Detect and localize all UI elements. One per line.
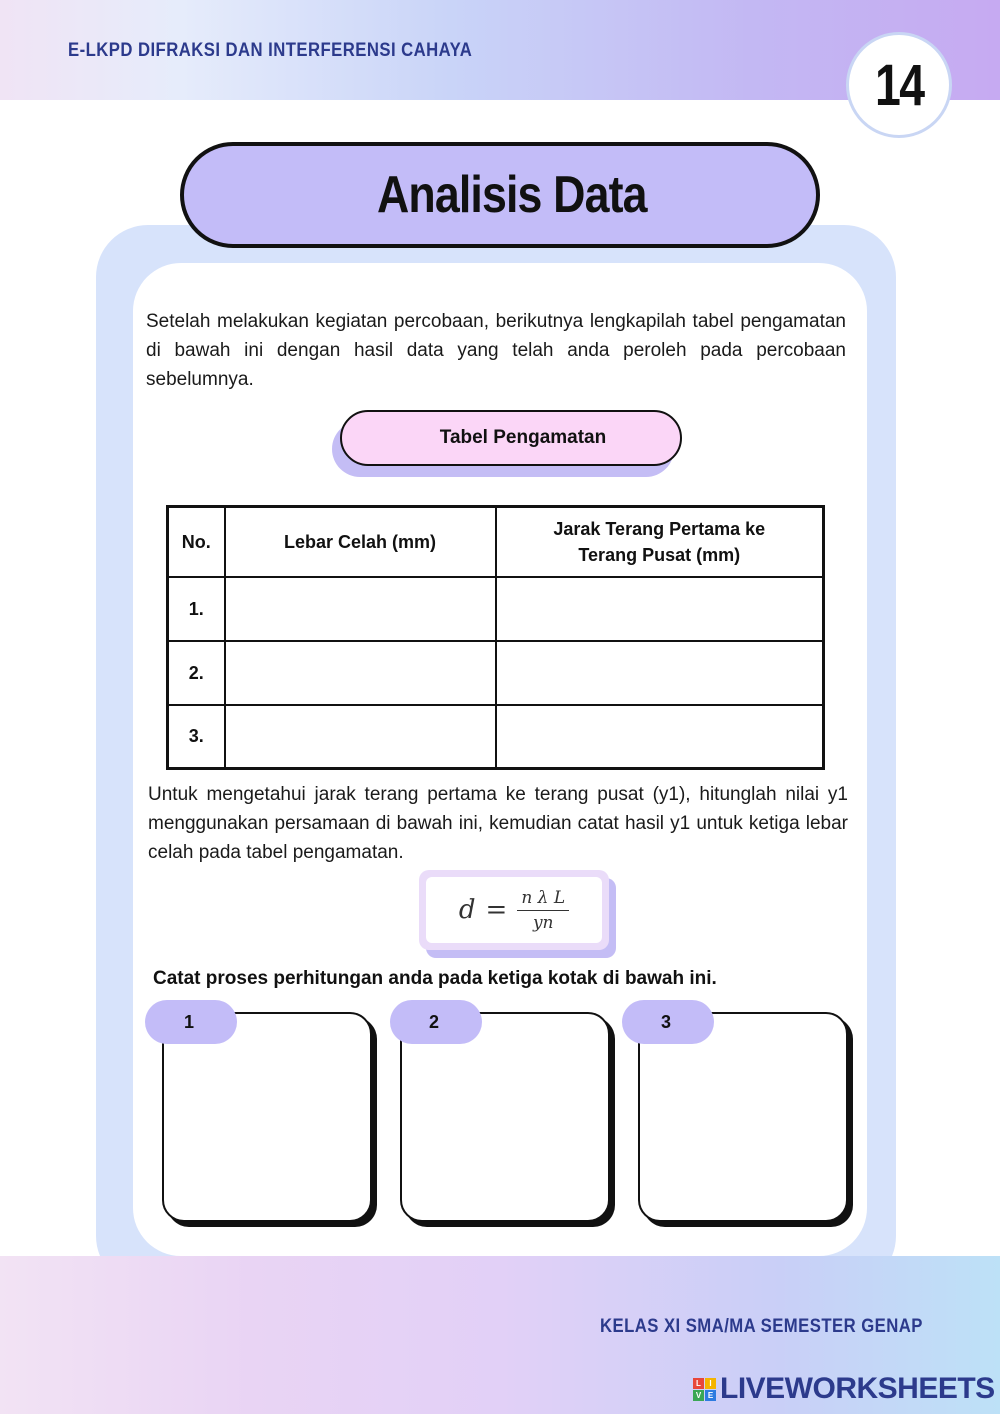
formula-equals: = bbox=[485, 895, 508, 925]
table-caption: Tabel Pengamatan bbox=[340, 410, 682, 466]
footer-text: KELAS XI SMA/MA SEMESTER GENAP bbox=[600, 1316, 923, 1337]
page-number-inner bbox=[857, 43, 941, 127]
formula-denominator: yn bbox=[532, 912, 554, 933]
formula bbox=[426, 877, 602, 943]
section-title-pill bbox=[180, 142, 820, 248]
section-title: Analisis Data bbox=[377, 166, 647, 224]
lebar-celah-cell[interactable] bbox=[225, 641, 496, 705]
column-header-no: No. bbox=[168, 507, 225, 577]
lebar-celah-cell[interactable] bbox=[225, 577, 496, 641]
table-row bbox=[168, 641, 824, 705]
liveworksheets-text: LIVEWORKSHEETS bbox=[720, 1372, 995, 1405]
intro-paragraph: Setelah melakukan kegiatan percobaan, berikutnya lengkapilah tabel pengamatan di bawah ini dengan hasil data yang telah anda peroleh pada percobaan sebelumnya. bbox=[146, 311, 846, 390]
observation-table bbox=[166, 505, 825, 770]
header-title: E-LKPD DIFRAKSI DAN INTERFERENSI CAHAYA bbox=[68, 40, 473, 61]
page-number-badge bbox=[846, 32, 952, 138]
table-header-row bbox=[168, 507, 824, 577]
formula-fraction bbox=[517, 888, 569, 933]
liveworksheets-watermark[interactable] bbox=[693, 1372, 995, 1406]
column-header-jarak-terang: Jarak Terang Pertama ke Terang Pusat (mm) bbox=[496, 507, 824, 577]
calc-box-label-1: 1 bbox=[145, 1000, 237, 1044]
calc-box-label-3: 3 bbox=[622, 1000, 714, 1044]
calculation-prompt: Catat proses perhitungan anda pada ketiga kotak di bawah ini. bbox=[153, 968, 717, 989]
formula-numerator: n λ L bbox=[517, 888, 569, 911]
row-number: 1. bbox=[168, 577, 225, 641]
lebar-celah-cell[interactable] bbox=[225, 705, 496, 769]
table-row bbox=[168, 705, 824, 769]
calc-box-label-2: 2 bbox=[390, 1000, 482, 1044]
jarak-terang-cell[interactable] bbox=[496, 577, 824, 641]
liveworksheets-logo-icon: L I V E bbox=[693, 1378, 716, 1401]
column-header-lebar-celah: Lebar Celah (mm) bbox=[225, 507, 496, 577]
instruction-paragraph: Untuk mengetahui jarak terang pertama ke terang pusat (y1), hitunglah nilai y1 menggunakan persamaan di bawah ini, kemudian catat hasil y1 untuk ketiga lebar celah pada tabel pengamatan. bbox=[148, 784, 848, 863]
row-number: 2. bbox=[168, 641, 225, 705]
row-number: 3. bbox=[168, 705, 225, 769]
jarak-terang-cell[interactable] bbox=[496, 641, 824, 705]
page-number: 14 bbox=[874, 52, 924, 118]
jarak-terang-cell[interactable] bbox=[496, 705, 824, 769]
table-row bbox=[168, 577, 824, 641]
formula-box bbox=[419, 870, 609, 950]
formula-lhs: d bbox=[458, 895, 476, 925]
